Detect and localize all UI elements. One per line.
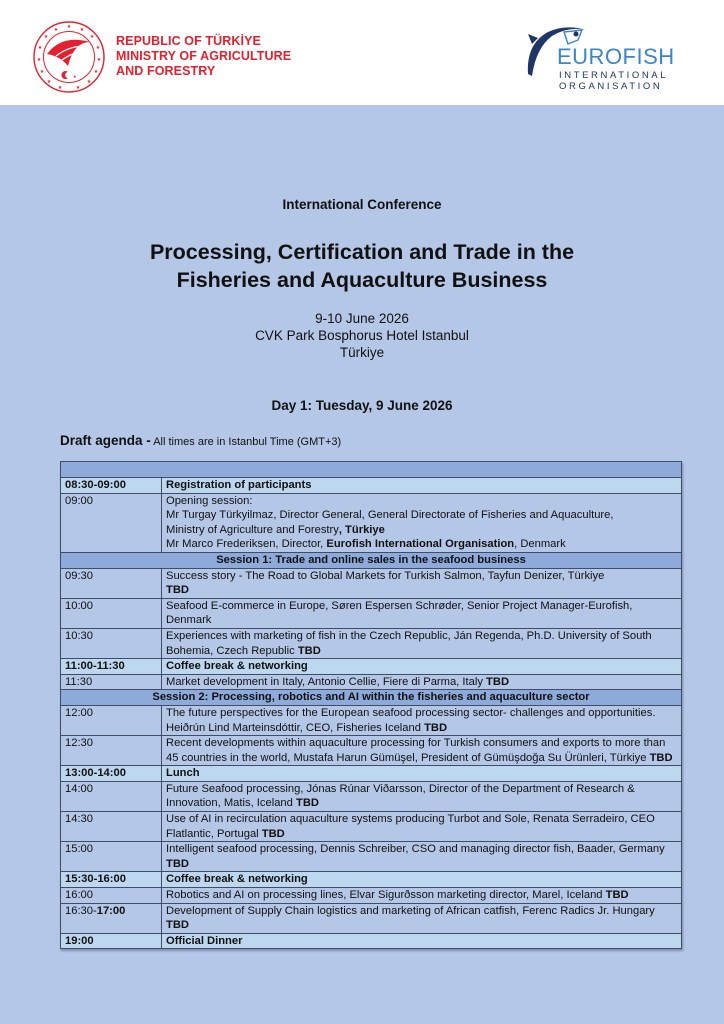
agenda-description xyxy=(162,628,682,658)
agenda-description xyxy=(162,568,682,598)
time-text: 08:30-09:00 xyxy=(65,479,126,491)
time-text: 15:00 xyxy=(65,843,93,856)
session-title: Session 1: Trade and online sales in the seafood business xyxy=(61,552,682,568)
svg-text:★: ★ xyxy=(73,74,77,79)
time-text: 16:00 xyxy=(65,889,93,902)
conference-details xyxy=(0,310,724,361)
agenda-description xyxy=(162,903,682,933)
agenda-time xyxy=(61,872,162,888)
eurofish-name: EUROFISH xyxy=(557,44,675,69)
description-text: Robotics and AI on processing lines, Elvar Sigurðsson marketing director, Marel, Iceland xyxy=(166,889,603,902)
agenda-table xyxy=(60,461,682,949)
tbd-badge: TBD xyxy=(261,827,285,840)
agenda-description xyxy=(162,736,682,766)
agenda-description xyxy=(162,842,682,872)
agenda-break-row xyxy=(61,478,682,494)
tbd-badge: TBD xyxy=(297,644,321,657)
time-text: 16:30- xyxy=(65,904,97,917)
agenda-time xyxy=(61,842,162,872)
draft-agenda-line xyxy=(60,433,341,448)
agenda-time xyxy=(61,659,162,675)
description-line xyxy=(166,494,677,509)
description-text: Future Seafood processing, Jónas Rúnar Viðarsson, Director of the Department of Research & Innovation, Matis, Iceland xyxy=(166,782,635,810)
agenda-description xyxy=(162,812,682,842)
conference-title xyxy=(0,238,724,294)
svg-text:★: ★ xyxy=(36,57,42,63)
agenda-row xyxy=(61,493,682,552)
agenda-row xyxy=(61,888,682,904)
agenda-row xyxy=(61,568,682,598)
time-text: 10:30 xyxy=(65,629,93,642)
agenda-time xyxy=(61,674,162,690)
agenda-row xyxy=(61,903,682,933)
agenda-row xyxy=(61,842,682,872)
agenda-description xyxy=(162,766,682,782)
time-end-text: 17:00 xyxy=(96,904,126,917)
time-text: 11:00-11:30 xyxy=(65,660,125,673)
description-text: Lunch xyxy=(166,767,200,780)
ministry-line-3: AND FORESTRY xyxy=(116,64,216,78)
agenda-description xyxy=(162,781,682,811)
agenda-break-row xyxy=(61,659,682,675)
description-text: Development of Supply Chain logistics and marketing of African catfish, Ferenc Radics Jr. Hungary xyxy=(166,904,655,917)
description-text: Seafood E-commerce in Europe, Søren Espersen Schrøder, Senior Project Manager-Eurofish, Denmark xyxy=(166,599,633,627)
agenda-row xyxy=(61,781,682,811)
session-header-row xyxy=(61,552,682,568)
time-text: 12:30 xyxy=(65,737,93,750)
agenda-time xyxy=(61,736,162,766)
agenda-header-row xyxy=(61,462,682,478)
agenda-row xyxy=(61,736,682,766)
agenda-time xyxy=(61,705,162,735)
agenda-time xyxy=(61,628,162,658)
agenda-description xyxy=(162,705,682,735)
tbd-badge: TBD xyxy=(166,919,189,932)
agenda-row xyxy=(61,598,682,628)
tbd-badge: TBD xyxy=(295,797,319,810)
text: Mr Turgay Türkyilmaz, Director General, General Directorate of Fisheries and Aquaculture, xyxy=(166,509,614,522)
conference-country: Türkiye xyxy=(339,345,385,360)
agenda-row xyxy=(61,674,682,690)
agenda-break-row xyxy=(61,933,682,949)
agenda-description xyxy=(162,872,682,888)
session-header-row xyxy=(61,690,682,706)
agenda-time xyxy=(61,568,162,598)
conference-title-line-2: Fisheries and Aquaculture Business xyxy=(176,268,548,292)
tbd-badge: TBD xyxy=(605,889,629,902)
agenda-time xyxy=(61,903,162,933)
description-line xyxy=(166,537,677,552)
description-text: Registration of participants xyxy=(166,479,312,491)
time-text: 10:00 xyxy=(65,599,93,612)
time-text: 11:30 xyxy=(65,675,93,688)
conference-venue: CVK Park Bosphorus Hotel Istanbul xyxy=(255,328,469,343)
svg-text:★: ★ xyxy=(46,79,52,85)
ministry-line-1: REPUBLIC OF TÜRKİYE xyxy=(116,34,261,48)
ministry-name xyxy=(116,34,291,79)
description-text: Official Dinner xyxy=(166,934,243,947)
description-text: Recent developments within aquaculture processing for Turkish consumers and exports to more than 45 countries in the world, Mustafa Harun Gümüşel, President of Gümüşdoğa Su Ürünleri, Türkiye xyxy=(166,737,666,764)
page-header xyxy=(0,0,724,105)
agenda-description xyxy=(162,659,682,675)
description-text: Experiences with marketing of fish in the Czech Republic, Ján Regenda, Ph.D. University of South Bohemia, Czech Republic xyxy=(166,629,652,657)
agenda-row xyxy=(61,812,682,842)
timezone-note: All times are in Istanbul Time (GMT+3) xyxy=(153,436,342,448)
time-text: 09:30 xyxy=(65,569,93,582)
svg-text:★: ★ xyxy=(75,85,81,91)
tbd-badge: TBD xyxy=(649,751,673,764)
agenda-break-row xyxy=(61,766,682,782)
tbd-badge: TBD xyxy=(166,857,189,870)
conference-label: International Conference xyxy=(282,197,442,212)
agenda-time xyxy=(61,812,162,842)
conference-title-line-1: Processing, Certification and Trade in the xyxy=(149,240,575,264)
time-text: 09:00 xyxy=(65,494,93,507)
text: , Denmark xyxy=(514,538,566,551)
time-text: 12:00 xyxy=(65,706,93,719)
agenda-description xyxy=(162,598,682,628)
eurofish-subtitle xyxy=(559,70,668,92)
agenda-time xyxy=(61,933,162,949)
description-text: Market development in Italy, Antonio Cellie, Fiere di Parma, Italy xyxy=(166,675,483,688)
tbd-badge: TBD xyxy=(486,675,510,688)
time-text: 19:00 xyxy=(65,934,94,947)
agenda-time xyxy=(61,478,162,494)
svg-text:★: ★ xyxy=(96,57,102,63)
time-text: 14:30 xyxy=(65,813,93,826)
ministry-emblem-icon xyxy=(32,20,106,94)
description-text: The future perspectives for the European seafood processing sector- challenges and opportunities. Heiðrún Lind Marteinsdóttir, CEO, Fisheries Iceland xyxy=(166,706,656,734)
time-text: 15:30-16:00 xyxy=(65,873,126,886)
description-line xyxy=(166,523,677,538)
description-text: Coffee break & networking xyxy=(166,660,308,673)
svg-text:★: ★ xyxy=(43,34,49,40)
agenda-time xyxy=(61,766,162,782)
conference-dates: 9-10 June 2026 xyxy=(315,311,409,326)
svg-text:★: ★ xyxy=(66,24,72,30)
agenda-time xyxy=(61,598,162,628)
time-text: 13:00-14:00 xyxy=(65,767,126,780)
draft-agenda-label: Draft agenda - xyxy=(60,433,151,448)
svg-text:★: ★ xyxy=(86,79,92,85)
text: Mr Marco Frederiksen, Director, xyxy=(166,538,327,551)
svg-text:★: ★ xyxy=(79,27,85,33)
tbd-badge: TBD xyxy=(166,584,189,597)
svg-text:★: ★ xyxy=(37,45,43,51)
agenda-description xyxy=(162,933,682,949)
eurofish-sub-line-1: INTERNATIONAL xyxy=(559,70,669,81)
svg-text:★: ★ xyxy=(39,69,45,75)
time-text: 14:00 xyxy=(65,782,93,795)
eurofish-sub-line-2: ORGANISATION xyxy=(559,81,663,92)
description-text: Success story - The Road to Global Markets for Turkish Salmon, Tayfun Denizer, Türkiye xyxy=(166,569,605,582)
bold-text: , Türkiye xyxy=(338,523,385,536)
svg-text:★: ★ xyxy=(53,27,59,33)
agenda-row xyxy=(61,705,682,735)
text: Ministry of Agriculture and Forestry xyxy=(166,523,339,536)
agenda-description xyxy=(162,888,682,904)
description-text: Intelligent seafood processing, Dennis Schreiber, CSO and managing director fish, Baader, Germany xyxy=(166,843,665,856)
text: Opening session: xyxy=(166,494,253,507)
agenda-header-cell xyxy=(61,462,682,478)
svg-text:★: ★ xyxy=(89,34,95,40)
agenda-time xyxy=(61,493,162,552)
agenda-description xyxy=(162,674,682,690)
day-title: Day 1: Tuesday, 9 June 2026 xyxy=(271,398,453,413)
agenda-time xyxy=(61,888,162,904)
svg-text:★: ★ xyxy=(57,85,63,91)
agenda-row xyxy=(61,628,682,658)
agenda-time xyxy=(61,781,162,811)
svg-text:★: ★ xyxy=(93,69,99,75)
bold-text: Eurofish International Organisation xyxy=(326,538,515,551)
agenda-description xyxy=(162,493,682,552)
description-text: Use of AI in recirculation aquaculture systems producing Turbot and Sole, Renata Serradeiro, CEO Flatlantic, Portugal xyxy=(166,813,655,840)
tbd-badge: TBD xyxy=(424,721,448,734)
ministry-line-2: MINISTRY OF AGRICULTURE xyxy=(116,49,292,63)
session-title: Session 2: Processing, robotics and AI within the fisheries and aquaculture sector xyxy=(61,690,682,706)
svg-text:★: ★ xyxy=(95,45,101,51)
description-text: Coffee break & networking xyxy=(166,873,308,886)
agenda-break-row xyxy=(61,872,682,888)
description-line xyxy=(166,508,677,523)
agenda-description xyxy=(162,478,682,494)
